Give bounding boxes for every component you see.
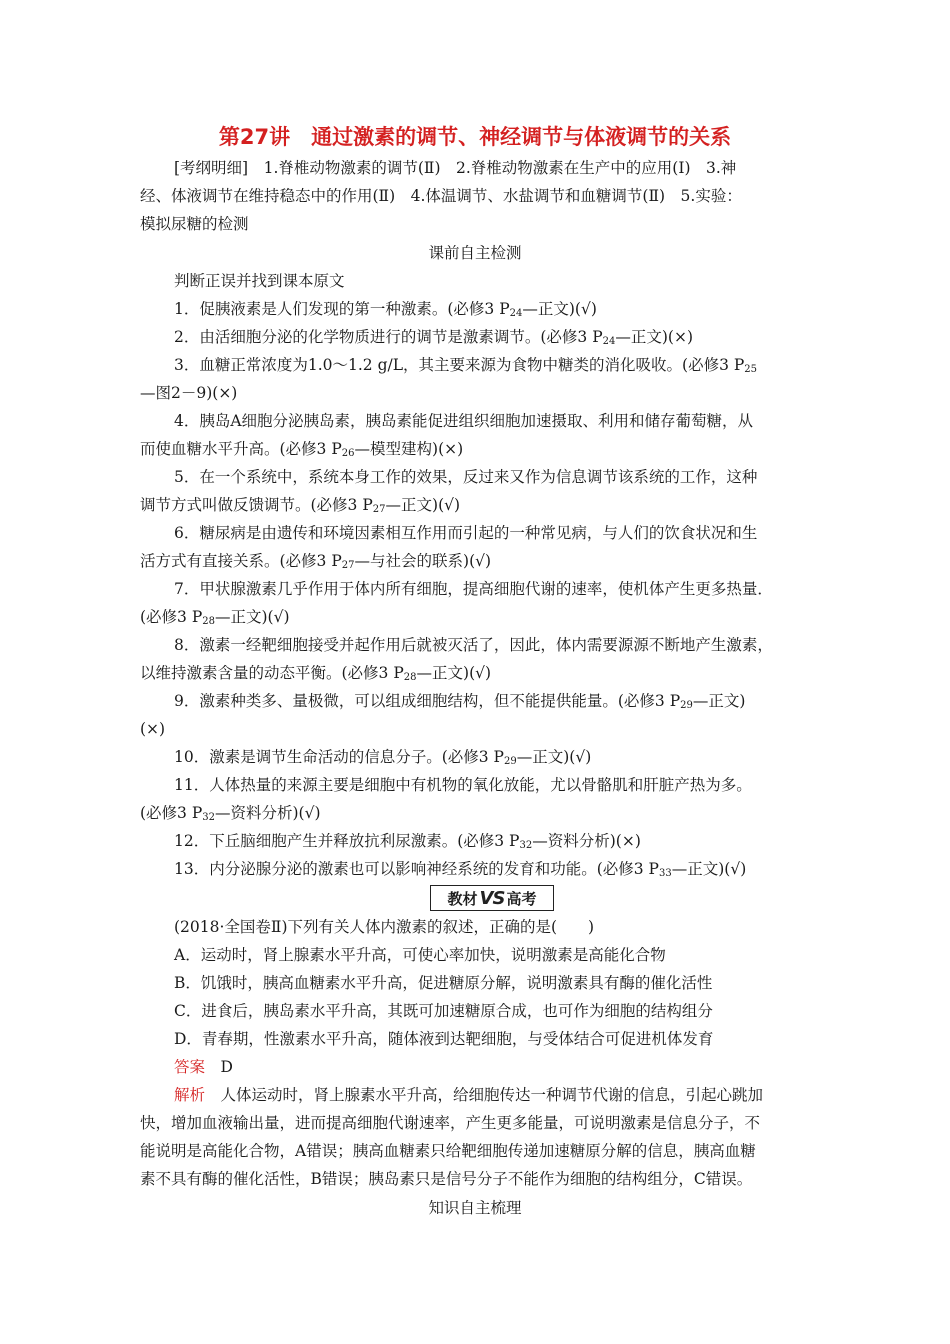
item-6: 6．糖尿病是由遗传和环境因素相互作用而引起的一种常见病，与人们的饮食状况和生: [174, 524, 758, 542]
option-c: C．进食后，胰岛素水平升高，其既可加速糖原合成，也可作为细胞的结构组分: [174, 1002, 713, 1020]
option-b: B．饥饿时，胰高血糖素水平升高，促进糖原分解，说明激素具有酶的催化活性: [174, 974, 713, 992]
vs-icon: VS: [479, 887, 505, 909]
item-4: 4．胰岛A细胞分泌胰岛素，胰岛素能促进组织细胞加速摄取、利用和储存葡萄糖，从: [174, 412, 754, 430]
badge-left-text: 教材: [447, 889, 478, 908]
item-3: 3．血糖正常浓度为1.0～1.2 g/L，其主要来源为食物中糖类的消化吸收。(必修3 $P_{25}$: [174, 356, 758, 375]
analysis-line-3: 能说明是高能化合物，A错误；胰高血糖素只给靶细胞传递加速糖原分解的信息，胰高血糖: [140, 1142, 756, 1160]
item-11-cont: (必修3 $P_{32}—$资料分析)(√): [140, 804, 321, 823]
answer-label: 答案: [174, 1058, 206, 1076]
item-6-cont: 活方式有直接关系。(必修3 $P_{27}—$与社会的联系)(√): [140, 552, 492, 571]
section-heading-precheck: 课前自主检测: [428, 244, 522, 262]
item-13: 13．内分泌腺分泌的激素也可以影响神经系统的发育和功能。(必修3 $P_{33}—$正文)(√): [174, 860, 747, 879]
item-7: 7．甲状腺激素几乎作用于体内所有细胞，提高细胞代谢的速率，使机体产生更多热量．: [174, 580, 773, 598]
answer-value: D: [220, 1058, 233, 1076]
badge-right-text: 高考: [506, 889, 537, 908]
item-12: 12．下丘脑细胞产生并释放抗利尿激素。(必修3 $P_{32}—$资料分析)(×): [174, 832, 641, 851]
analysis-line-4: 素不具有酶的催化活性，B错误；胰岛素只是信号分子不能作为细胞的结构组分，C错误。: [140, 1170, 753, 1188]
outline-line-3: 模拟尿糖的检测: [140, 215, 249, 233]
item-9: 9．激素种类多、量极微，可以组成细胞结构，但不能提供能量。(必修3 $P_{29}—$正文): [174, 692, 746, 711]
analysis-line-2: 快，增加血液输出量，进而提高细胞代谢速率，产生更多能量，可说明激素是信息分子，不: [140, 1114, 761, 1132]
item-2: 2．由活细胞分泌的化学物质进行的调节是激素调节。(必修3 $P_{24}—$正文)(×): [174, 328, 694, 347]
item-5: 5．在一个系统中，系统本身工作的效果，反过来又作为信息调节该系统的工作，这种: [174, 468, 758, 486]
intro-text: 判断正误并找到课本原文: [174, 272, 345, 290]
item-1: 1．促胰液素是人们发现的第一种激素。(必修3 $P_{24}—$正文)(√): [174, 300, 597, 319]
item-3-cont: —图2－9)(×): [140, 384, 238, 402]
item-8: 8．激素一经靶细胞接受并起作用后就被灭活了，因此，体内需要源源不断地产生激素，: [174, 636, 773, 654]
item-9-cont: (×): [140, 720, 166, 738]
option-d: D．青春期，性激素水平升高，随体液到达靶细胞，与受体结合可促进机体发育: [174, 1030, 714, 1048]
item-8-cont: 以维持激素含量的动态平衡。(必修3 $P_{28}—$正文)(√): [140, 664, 492, 683]
item-5-cont: 调节方式叫做反馈调节。(必修3 $P_{27}—$正文)(√): [140, 496, 461, 515]
textbook-vs-exam-badge: [430, 885, 554, 911]
outline-line-1: [考纲明细] 1.脊椎动物激素的调节(Ⅱ) 2.脊椎动物激素在生产中的应用(Ⅰ) 3.神: [174, 159, 737, 177]
outline-line-2: 经、体液调节在维持稳态中的作用(Ⅱ) 4.体温调节、水盐调节和血糖调节(Ⅱ) 5.实验：: [140, 187, 742, 205]
question-stem: (2018·全国卷Ⅱ)下列有关人体内激素的叙述，正确的是( ): [174, 918, 595, 936]
section-heading-knowledge: 知识自主梳理: [428, 1199, 522, 1217]
item-10: 10．激素是调节生命活动的信息分子。(必修3 $P_{29}—$正文)(√): [174, 748, 592, 767]
option-a: A．运动时，肾上腺素水平升高，可使心率加快，说明激素是高能化合物: [174, 946, 666, 964]
analysis-label: 解析: [174, 1086, 206, 1104]
item-11: 11．人体热量的来源主要是细胞中有机物的氧化放能，尤以骨骼肌和肝脏产热为多。: [174, 776, 752, 794]
item-7-cont: (必修3 $P_{28}—$正文)(√): [140, 608, 290, 627]
answer-line: [174, 1056, 233, 1078]
analysis-line-1: 解析 人体运动时，肾上腺素水平升高，给细胞传达一种调节代谢的信息，引起心跳加: [174, 1086, 764, 1104]
lesson-title: 第27讲 通过激素的调节、神经调节与体液调节的关系: [218, 125, 732, 149]
item-4-cont: 而使血糖水平升高。(必修3 $P_{26}—$模型建构)(×): [140, 440, 464, 459]
